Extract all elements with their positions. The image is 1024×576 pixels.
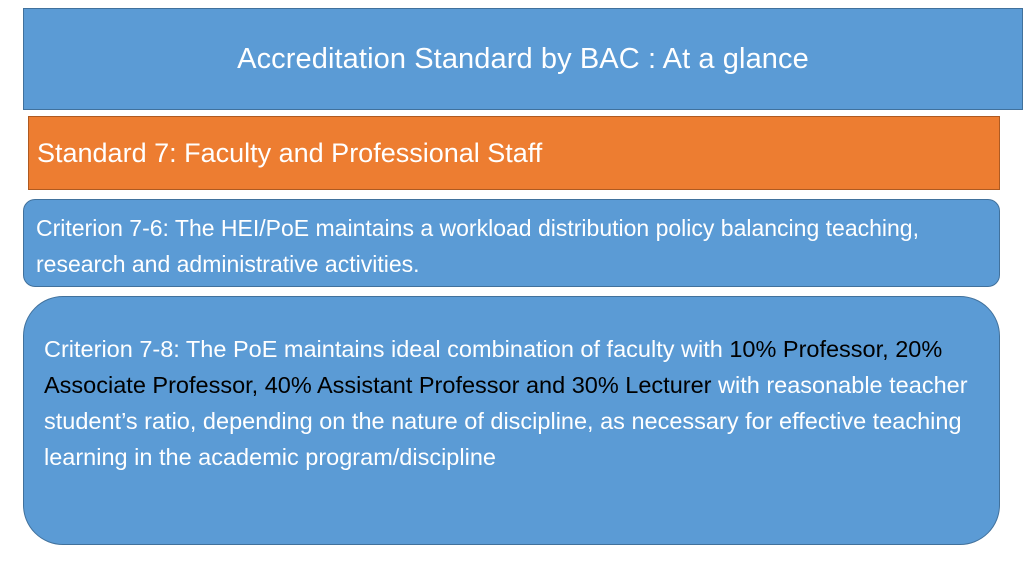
criterion-7-8-box (23, 296, 1000, 545)
criterion-7-8-lead: Criterion 7-8: The PoE maintains ideal combination of faculty with (44, 336, 730, 362)
slide-title: Accreditation Standard by BAC : At a glance (237, 42, 809, 75)
standard-heading: Standard 7: Faculty and Professional Staff (37, 137, 543, 168)
criterion-7-6-box (23, 199, 1000, 287)
standard-banner (28, 116, 1000, 190)
criterion-7-6-text: Criterion 7-6: The HEI/PoE maintains a workload distribution policy balancing teaching, research and administrative activities. (36, 215, 919, 277)
slide-title-banner (23, 8, 1023, 110)
criterion-7-8-text (44, 331, 981, 475)
criterion-7-8-highlight: 10% Professor, 20% Associate Professor, 40% Assistant Professor and 30% Lecturer (44, 336, 943, 398)
criterion-7-8-rest: with reasonable teacher student’s ratio, depending on the nature of discipline, as necessary for effective teaching learning in the academic program/discipline (44, 372, 968, 470)
